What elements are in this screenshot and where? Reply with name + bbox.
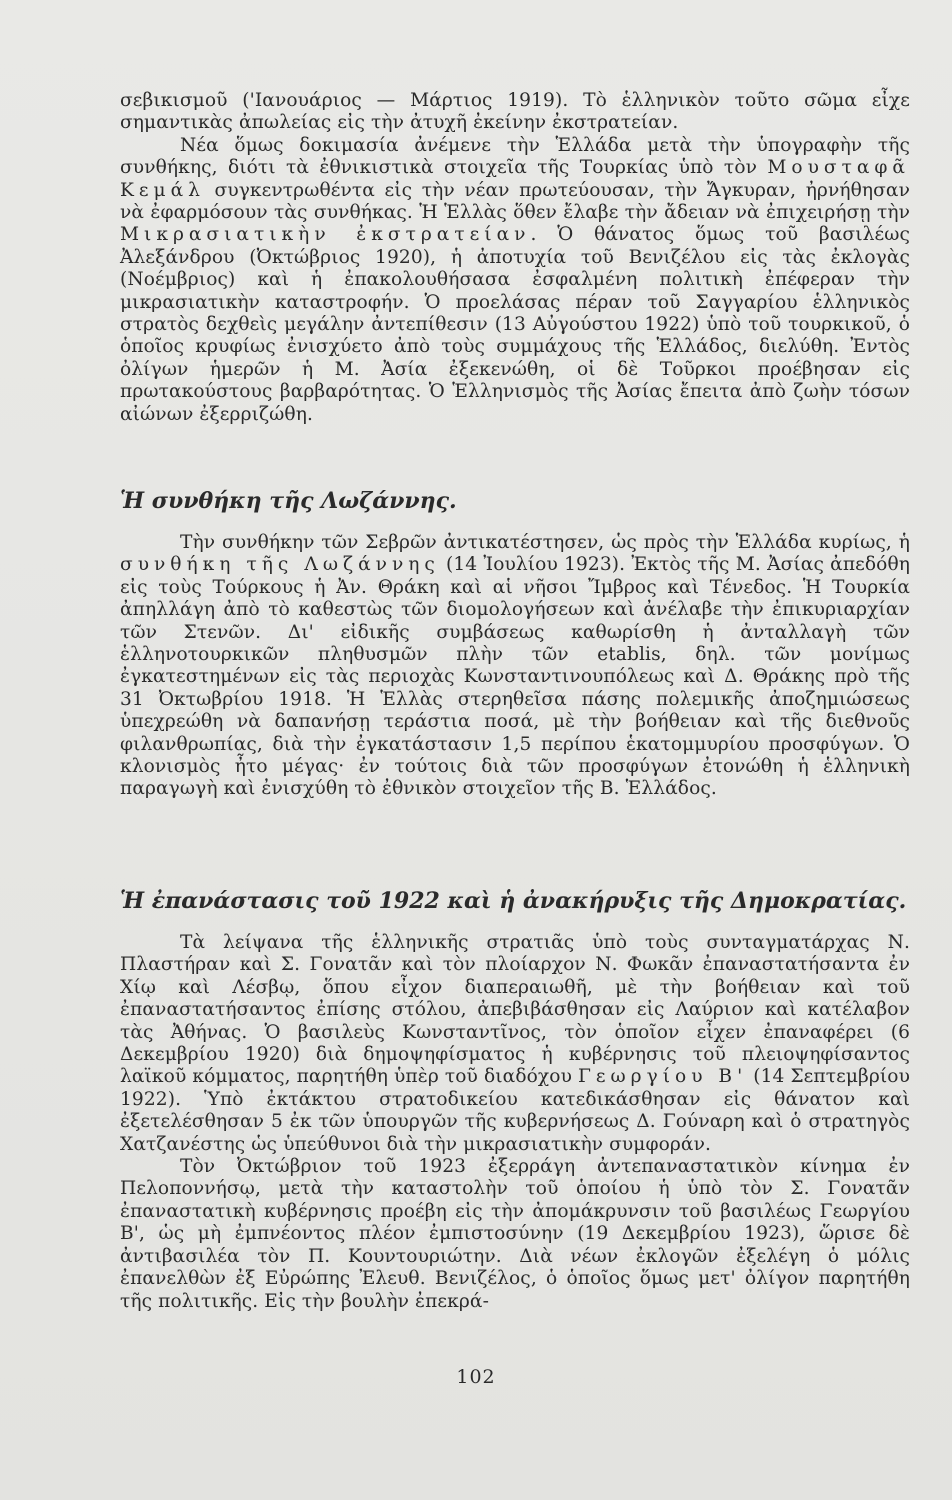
paragraph-5 [120, 1156, 910, 1313]
section-intro [120, 90, 910, 426]
text-run: Τὰ λείψανα τῆς ἑλληνικῆς στρατιᾶς ὑπὸ τοὺς συνταγματάρχας Ν. Πλαστήραν καὶ Σ. Γονατᾶν καὶ τὸν πλοίαρχον Ν. Φωκᾶν ἐπαναστατήσαντα ἐν Χίῳ καὶ Λέσβῳ, ὅπου εἶχον διαπεραιωθῆ, μὲ τὴν βοήθειαν καὶ τοῦ ἐπαναστατήσαντος ἐπίσης στόλου, ἀπεβιβάσθησαν εἰς Λαύριον καὶ κατέλαβον τὰς Ἀθήνας. Ὁ βασιλεὺς Κωνσταντῖνος, τὸν ὁποῖον εἶχεν ἐπαναφέρει (6 Δεκεμβρίου 1920) διὰ δημοψηφίσματος ἡ κυβέρνησις τοῦ πλειοψηφίσαντος λαϊκοῦ κόμματος, παρητήθη ὑπὲρ τοῦ διαδόχου [120, 932, 910, 1088]
spaced-emphasis: Γεωργίου Β' [577, 1066, 748, 1088]
heading-lausanne-treaty: Ἡ συνθήκη τῆς Λωζάννης. [120, 488, 457, 514]
text-run: (14 Σεπτεμβρίου 1922). Ὑπὸ ἐκτάκτου στρατοδικείου κατεδικάσθησαν εἰς θάνατον καὶ ἐξετελέσθησαν 5 ἐκ τῶν ὑπουργῶν τῆς κυβερνήσεως Δ. Γούναρη καὶ ὁ στρατηγὸς Χατζανέστης ὡς ὑπεύθυνοι διὰ τὴν μικρασιατικὴν συμφοράν. [120, 1066, 911, 1155]
paragraph-2 [120, 135, 910, 426]
spaced-emphasis: Μικρασιατικὴν ἐκστρατείαν [120, 224, 531, 246]
section-lausanne [120, 532, 910, 801]
text-run: Τὸν Ὀκτώβριον τοῦ 1923 ἐξερράγη ἀντεπαναστατικὸν κίνημα ἐν Πελοποννήσῳ, μετὰ τὴν καταστολὴν τοῦ ὁποίου ἡ ὑπὸ τὸν Σ. Γονατᾶν ἐπαναστατικὴ κυβέρνησις προέβη εἰς τὴν ἀπομάκρυνσιν τοῦ βασιλέως Γεωργίου Β', ὡς μὴ ἐμπνέοντος πλέον ἐμπιστοσύνην (19 Δεκεμβρίου 1923), ὥρισε δὲ ἀντιβασιλέα τὸν Π. Κουντουριώτην. Διὰ νέων ἐκλογῶν ἐξελέγη ὁ μόλις ἐπανελθὼν ἐξ Εὐρώπης Ἐλευθ. Βενιζέλος, ὁ ὁποῖος ὅμως μετ' ὀλίγον παρητήθη τῆς πολιτικῆς. Εἰς τὴν βουλὴν ἐπεκρά- [120, 1156, 910, 1312]
text-run: σεβικισμοῦ ('Ιανουάριος — Μάρτιος 1919). Τὸ ἑλληνικὸν τοῦτο σῶμα εἶχε σημαντικὰς ἀπωλείας εἰς τὴν ἀτυχῆ ἐκείνην ἐκστρατείαν. [120, 90, 910, 134]
spaced-emphasis: συνθήκη τῆς Λωζάννης [120, 554, 440, 576]
text-run: (14 Ἰουλίου 1923). Ἐκτὸς τῆς Μ. Ἀσίας ἀπεδόθη εἰς τοὺς Τούρκους ἡ Ἀν. Θράκη καὶ αἱ νῆσοι Ἴμβρος καὶ Τένεδος. Ἡ Τουρκία ἀπηλλάγη ἀπὸ τὸ καθεστὼς τῶν διομολογήσεων καὶ ἀνέλαβε τὴν ἐπικυριαρχίαν τῶν Στενῶν. Δι' εἰδικῆς συμβάσεως καθωρίσθη ἡ ἀνταλλαγὴ τῶν ἑλληνοτουρκικῶν πληθυσμῶν πλὴν τῶν etablis, δηλ. τῶν μονίμως ἐγκατεστημένων εἰς τὰς περιοχὰς Κωνσταντινουπόλεως καὶ Δ. Θράκης πρὸ τῆς 31 Ὀκτωβρίου 1918. Ἡ Ἑλλὰς στερηθεῖσα πάσης πολεμικῆς ἀποζημιώσεως ὑπεχρεώθη νὰ δαπανήσῃ τεράστια ποσά, μὲ τὴν βοήθειαν καὶ τῆς διεθνοῦς φιλανθρωπίας, διὰ τὴν ἐγκατάστασιν 1,5 περίπου ἑκατομμυρίου προσφύγων. Ὁ κλονισμὸς ἦτο μέγας· ἐν τούτοις διὰ τῶν προσφύγων ἐτονώθη ἡ ἑλληνικὴ παραγωγὴ καὶ ἐνισχύθη τὸ ἐθνικὸν στοιχεῖον τῆς Β. Ἑλλάδος. [120, 554, 910, 800]
text-run: . Ὁ θάνατος ὅμως τοῦ βασιλέως Ἀλεξάνδρου (Ὀκτώβριος 1920), ἡ ἀποτυχία τοῦ Βενιζέλου εἰς τὰς ἐκλογὰς (Νοέμβριος) καὶ ἡ ἐπακολουθήσασα ἐσφαλμένη πολιτικὴ ἐπέφεραν τὴν μικρασιατικὴν καταστροφήν. Ὁ προελάσας πέραν τοῦ Σαγγαρίου ἑλληνικὸς στρατὸς δεχθεὶς μεγάλην ἀντεπίθεσιν (13 Αὐγούστου 1922) ὑπὸ τοῦ τουρκικοῦ, ὁ ὁποῖος κρυφίως ἐνισχύετο ἀπὸ τοὺς συμμάχους τῆς Ἑλλάδος, διελύθη. Ἐντὸς ὀλίγων ἡμερῶν ἡ Μ. Ἀσία ἐξεκενώθη, οἱ δὲ Τοῦρκοι προέβησαν εἰς πρωτακούστους βαρβαρότητας. Ὁ Ἑλληνισμὸς τῆς Ἀσίας ἔπειτα ἀπὸ ζωὴν τόσων αἰώνων ἐξερριζώθη. [120, 224, 911, 425]
text-run: Νέα ὅμως δοκιμασία ἀνέμενε τὴν Ἑλλάδα μετὰ τὴν ὑπογραφὴν τῆς συνθήκης, διότι τὰ ἐθνικιστικὰ στοιχεῖα τῆς Τουρκίας ὑπὸ τὸν [120, 134, 910, 179]
page-number: 102 [456, 1366, 496, 1388]
heading-revolution-1922: Ἡ ἐπανάστασις τοῦ 1922 καὶ ἡ ἀνακήρυξις τῆς Δημοκρατίας. [120, 888, 907, 914]
text-run: συγκεντρωθέντα εἰς τὴν νέαν πρωτεύουσαν, τὴν Ἄγκυραν, ἠρνήθησαν νὰ ἐφαρμόσουν τὰς συνθήκας. Ἡ Ἑλλὰς ὅθεν ἔλαβε τὴν ἄδειαν νὰ ἐπιχειρήσῃ τὴν [120, 179, 910, 224]
paragraph-3 [120, 532, 910, 801]
spaced-emphasis: Μουσταφᾶ Κεμάλ [120, 157, 910, 201]
paragraph-1 [120, 90, 910, 135]
paragraph-4 [120, 932, 910, 1156]
text-run: Τὴν συνθήκην τῶν Σεβρῶν ἀντικατέστησεν, ὡς πρὸς τὴν Ἑλλάδα κυρίως, ἡ [180, 532, 910, 553]
section-revolution [120, 932, 910, 1313]
